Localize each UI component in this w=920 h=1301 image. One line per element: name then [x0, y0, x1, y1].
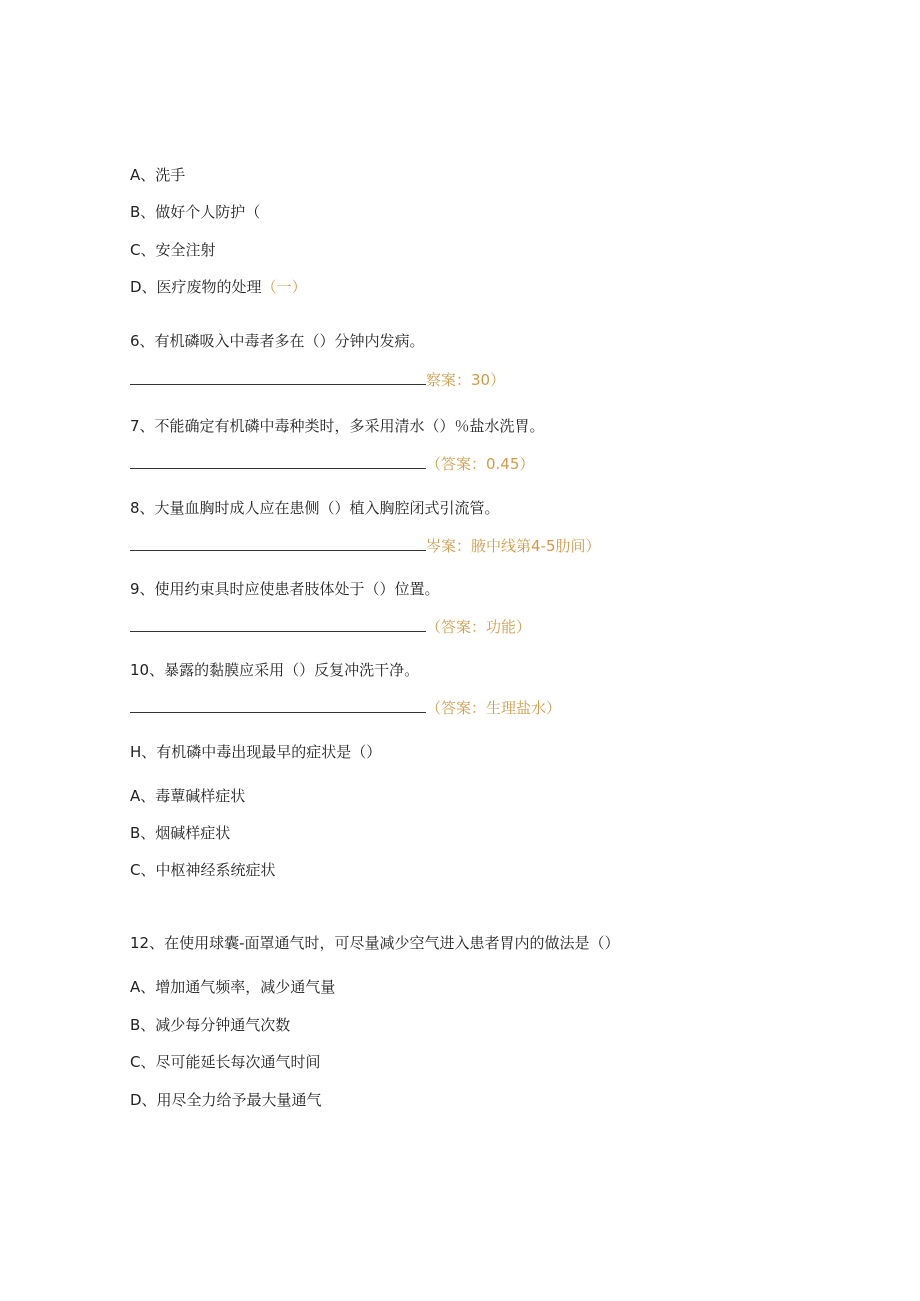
- option-text: C、安全注射: [130, 241, 216, 259]
- option-text: D、医疗废物的处理: [130, 278, 262, 296]
- question-text: 6、有机磷吸入中毒者多在（）分钟内发病。: [130, 332, 425, 350]
- question-text: 8、大量血胸时成人应在患侧（）植入胸腔闭式引流管。: [130, 499, 500, 517]
- answer-line-6: [130, 370, 505, 390]
- answer-text: （答案：功能）: [426, 618, 532, 636]
- question-12: [130, 933, 620, 953]
- answer-line-8: [130, 536, 601, 556]
- q5-option-d: [130, 277, 307, 297]
- answer-blank: [130, 536, 426, 551]
- option-text: A、洗手: [130, 166, 186, 184]
- option-text: C、中枢神经系统症状: [130, 861, 276, 879]
- option-text: C、尽可能延长每次通气时间: [130, 1053, 321, 1071]
- q11-option-c: [130, 860, 275, 880]
- question-text: 10、暴露的黏膜应采用（）反复冲洗干净。: [130, 661, 420, 679]
- option-text: A、毒蕈碱样症状: [130, 787, 246, 805]
- option-text: A、增加通气频率，减少通气量: [130, 978, 336, 996]
- option-suffix: （一）: [261, 278, 307, 296]
- q12-option-c: [130, 1052, 320, 1072]
- q12-option-a: [130, 977, 335, 997]
- answer-blank: [130, 454, 426, 469]
- question-9: [130, 579, 440, 599]
- q11-option-a: [130, 786, 245, 806]
- q12-option-b: [130, 1015, 290, 1035]
- q5-option-b: [130, 202, 260, 222]
- answer-text: （答案：0.45）: [426, 455, 535, 473]
- question-11: [130, 742, 381, 762]
- question-6: [130, 331, 425, 351]
- answer-blank: [130, 698, 426, 713]
- question-8: [130, 498, 500, 518]
- answer-text: 岑案：腋中线第4-5肋间）: [426, 537, 601, 555]
- answer-line-10: [130, 698, 561, 718]
- answer-text: （答案：生理盐水）: [426, 699, 562, 717]
- q12-option-d: [130, 1090, 322, 1110]
- answer-line-7: [130, 454, 534, 474]
- question-text: 12、在使用球囊-面罩通气时，可尽量减少空气进入患者胃内的做法是（）: [130, 934, 620, 952]
- question-7: [130, 416, 545, 436]
- answer-blank: [130, 370, 426, 385]
- q11-option-b: [130, 823, 230, 843]
- answer-blank: [130, 617, 426, 632]
- answer-text: 察案：30）: [426, 371, 506, 389]
- answer-line-9: [130, 617, 531, 637]
- q5-option-a: [130, 165, 185, 185]
- question-text: 9、使用约束具时应使患者肢体处于（）位置。: [130, 580, 440, 598]
- question-10: [130, 660, 419, 680]
- q5-option-c: [130, 240, 215, 260]
- option-text: D、用尽全力给予最大量通气: [130, 1091, 322, 1109]
- option-text: B、烟碱样症状: [130, 824, 231, 842]
- question-text: H、有机磷中毒出现最早的症状是（）: [130, 743, 382, 761]
- option-text: B、做好个人防护（: [130, 203, 261, 221]
- question-text: 7、不能确定有机磷中毒种类时，多采用清水（）％盐水洗胃。: [130, 417, 545, 435]
- option-text: B、减少每分钟通气次数: [130, 1016, 291, 1034]
